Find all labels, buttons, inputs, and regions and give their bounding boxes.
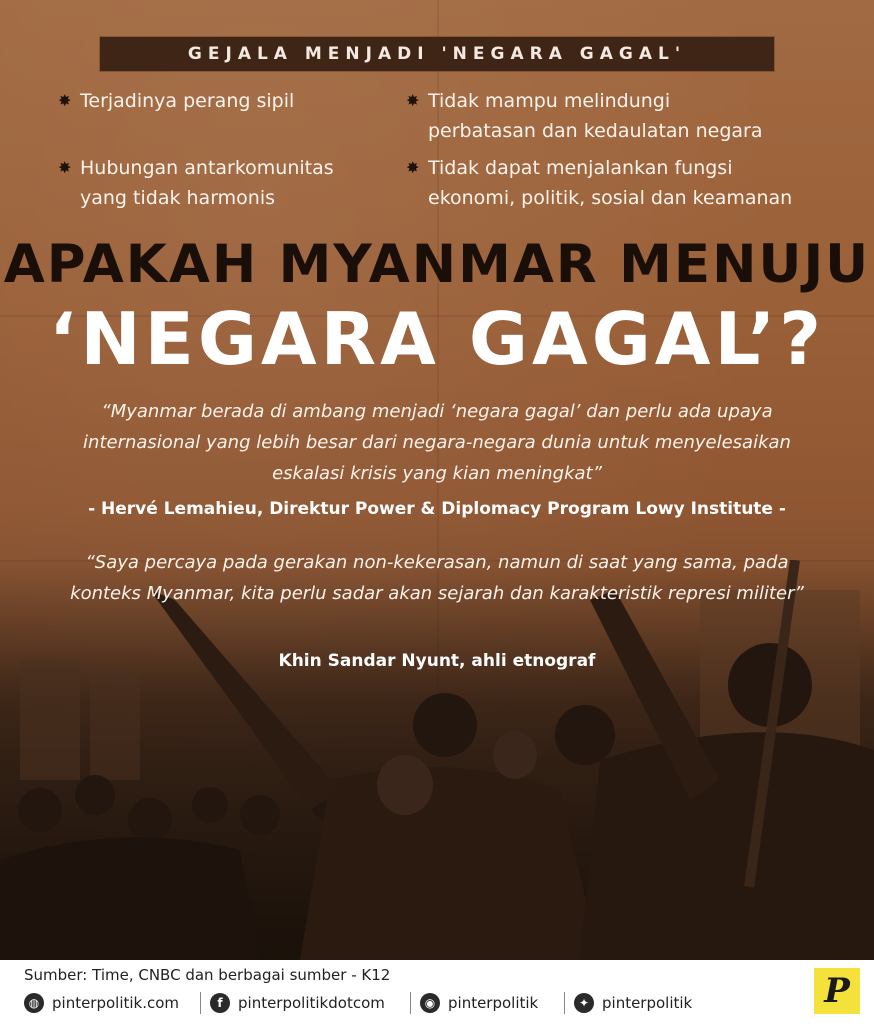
twitter-icon: ✦ [574, 993, 594, 1013]
symptom-text: Hubungan antarkomunitas yang tidak harmonis [80, 157, 334, 209]
social-link-instagram[interactable] [420, 990, 538, 1016]
social-label: pinterpolitik [602, 994, 693, 1012]
facebook-icon: f [210, 993, 230, 1013]
quote-text: “Myanmar berada di ambang menjadi ‘negara gagal’ dan perlu ada upaya internasional yang lebih besar dari negara-negara dunia untuk menyelesaikan eskalasi krisis yang kian meningkat” [83, 401, 791, 484]
symptom-item [406, 86, 763, 146]
quote-text: “Saya percaya pada gerakan non-kekerasan, namun di saat yang sama, pada konteks Myanmar, kita perlu sadar akan sejarah dan karakteristik represi militer” [70, 552, 804, 604]
instagram-icon: ◉ [420, 993, 440, 1013]
divider [410, 992, 411, 1014]
symptoms-header-title: GEJALA MENJADI 'NEGARA GAGAL' [187, 44, 687, 64]
headline-line-1: APAKAH MYANMAR MENUJU [3, 234, 871, 295]
burst-star-icon: ✸ [406, 158, 420, 177]
symptom-item [58, 86, 294, 116]
headline-line-2: ‘NEGARA GAGAL’? [49, 297, 825, 381]
protest-crowd-photo [0, 560, 874, 960]
social-label: pinterpolitikdotcom [238, 994, 385, 1012]
symptom-item [406, 153, 792, 213]
symptom-item [58, 153, 334, 213]
quote-attribution: - Hervé Lemahieu, Direktur Power & Diplomacy Program Lowy Institute - [88, 499, 786, 519]
divider [564, 992, 565, 1014]
quote-attribution: Khin Sandar Nyunt, ahli etnograf [278, 651, 596, 671]
social-label: pinterpolitik [448, 994, 539, 1012]
social-link-facebook[interactable] [210, 990, 385, 1016]
symptom-text: Terjadinya perang sipil [80, 90, 295, 112]
symptom-text: Tidak mampu melindungi perbatasan dan kedaulatan negara [428, 90, 763, 142]
source-text: Sumber: Time, CNBC dan berbagai sumber - K12 [24, 966, 391, 984]
symptom-text: Tidak dapat menjalankan fungsi ekonomi, politik, sosial dan keamanan [428, 157, 793, 209]
globe-icon: ◍ [24, 993, 44, 1013]
divider [200, 992, 201, 1014]
social-label: pinterpolitik.com [52, 994, 180, 1012]
footer [0, 960, 874, 1024]
pinterpolitik-logo: P [814, 968, 860, 1014]
burst-star-icon: ✸ [58, 158, 72, 177]
symptoms-header [100, 37, 774, 71]
social-link-twitter[interactable] [574, 990, 692, 1016]
burst-star-icon: ✸ [58, 91, 72, 110]
social-link-website[interactable] [24, 990, 179, 1016]
burst-star-icon: ✸ [406, 91, 420, 110]
